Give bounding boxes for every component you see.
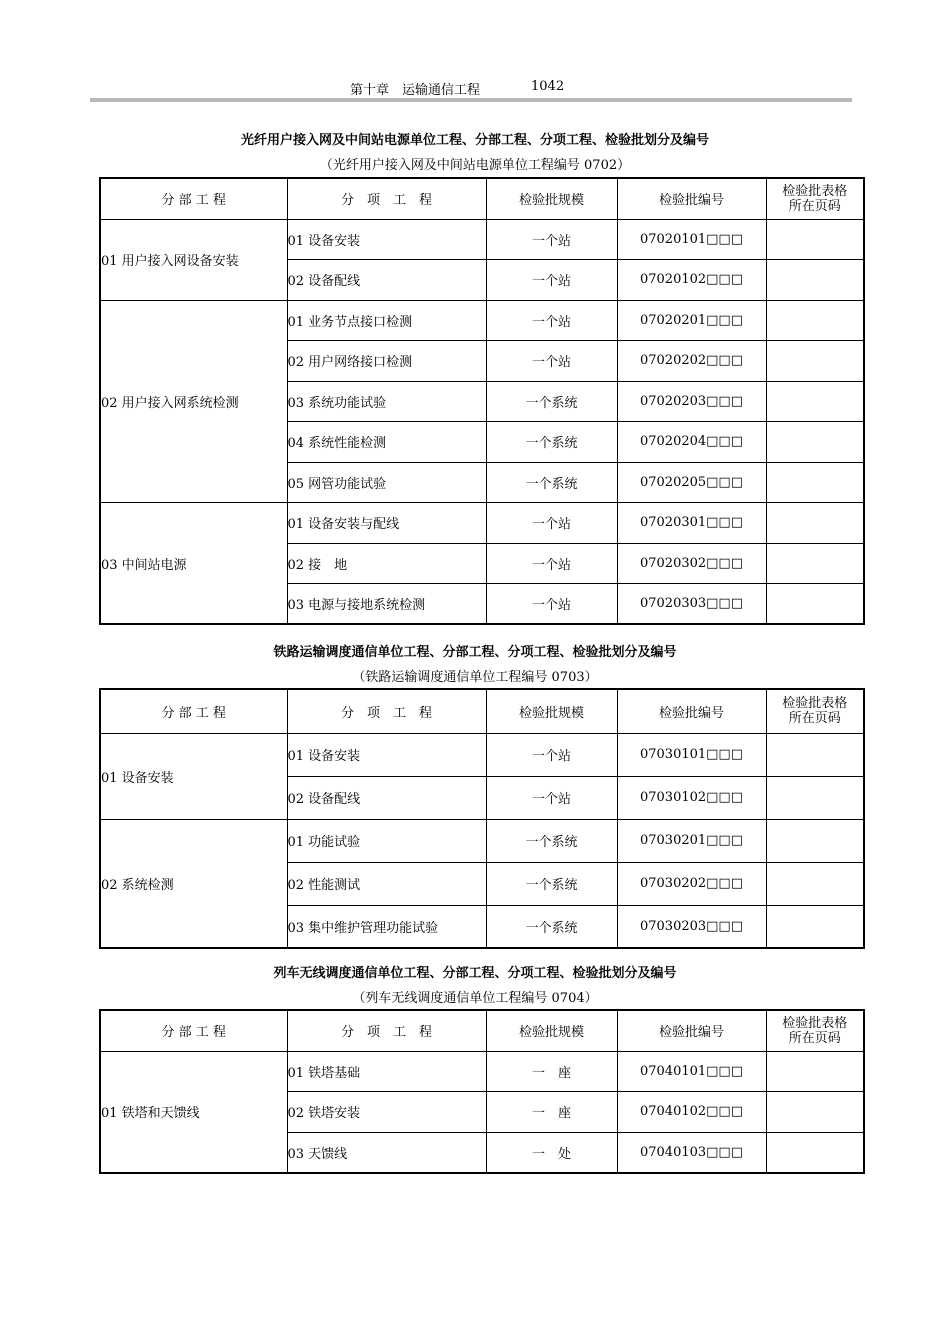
section-subtitle: （列车无线调度通信单位工程编号 0704） — [352, 991, 598, 1006]
batch-scale: 一个系统 — [486, 819, 617, 862]
col-header-division: 分 部 工 程 — [100, 178, 287, 219]
batch-scale: 一个系统 — [486, 381, 617, 422]
division-name: 02 用户接入网系统检测 — [100, 300, 287, 503]
subitem-name: 04 系统性能检测 — [287, 422, 486, 463]
page-ref-cell — [766, 219, 864, 260]
header-row — [100, 178, 864, 219]
batch-code: 07020102□□□ — [617, 260, 766, 301]
batch-scale: 一个系统 — [486, 905, 617, 948]
subitem-name: 03 天馈线 — [287, 1132, 486, 1173]
subitem-name: 03 电源与接地系统检测 — [287, 584, 486, 625]
col-header-code: 检验批编号 — [617, 1010, 766, 1051]
division-name: 01 设备安装 — [100, 733, 287, 819]
subitem-name: 02 铁塔安装 — [287, 1092, 486, 1133]
col-header-page-ref-line1: 检验批表格 — [782, 1015, 848, 1031]
batch-code: 07020201□□□ — [617, 300, 766, 341]
batch-scale: 一个站 — [486, 776, 617, 819]
table-row — [100, 503, 864, 544]
table-row — [100, 1051, 864, 1092]
page-ref-cell — [766, 300, 864, 341]
section-subtitle: （光纤用户接入网及中间站电源单位工程编号 0702） — [319, 158, 631, 173]
subitem-name: 02 性能测试 — [287, 862, 486, 905]
division-name: 01 铁塔和天馈线 — [100, 1051, 287, 1173]
batch-code: 07040103□□□ — [617, 1132, 766, 1173]
subitem-name: 01 设备安装 — [287, 733, 486, 776]
subitem-name: 01 功能试验 — [287, 819, 486, 862]
division-name: 01 用户接入网设备安装 — [100, 219, 287, 300]
subitem-name: 03 集中维护管理功能试验 — [287, 905, 486, 948]
batch-scale: 一个站 — [486, 503, 617, 544]
col-header-code: 检验批编号 — [617, 178, 766, 219]
page-ref-cell — [766, 381, 864, 422]
page-ref-cell — [766, 1092, 864, 1133]
batch-scale: 一个站 — [486, 584, 617, 625]
batch-code: 07020204□□□ — [617, 422, 766, 463]
batch-scale: 一个站 — [486, 260, 617, 301]
running-header — [0, 79, 950, 97]
col-header-page-ref-line1: 检验批表格 — [782, 183, 848, 199]
batch-code: 07020303□□□ — [617, 584, 766, 625]
batch-scale: 一个站 — [486, 341, 617, 382]
col-header-scale: 检验批规模 — [486, 1010, 617, 1051]
batch-code: 07020203□□□ — [617, 381, 766, 422]
batch-scale: 一个系统 — [486, 862, 617, 905]
col-header-page-ref-line1: 检验批表格 — [782, 696, 848, 712]
subitem-name: 02 设备配线 — [287, 260, 486, 301]
table-row — [100, 733, 864, 776]
batch-code: 07030203□□□ — [617, 905, 766, 948]
page-ref-cell — [766, 584, 864, 625]
chapter-title: 第十章 运输通信工程 — [350, 83, 481, 98]
page-number: 1042 — [531, 79, 565, 94]
batch-code: 07030102□□□ — [617, 776, 766, 819]
col-header-division: 分 部 工 程 — [100, 1010, 287, 1051]
col-header-division: 分 部 工 程 — [100, 689, 287, 733]
batch-code: 07020301□□□ — [617, 503, 766, 544]
batch-code: 07030202□□□ — [617, 862, 766, 905]
batch-code: 07020205□□□ — [617, 462, 766, 503]
col-header-page-ref-line2: 所在页码 — [788, 1030, 841, 1046]
page-ref-cell — [766, 341, 864, 382]
page-ref-cell — [766, 260, 864, 301]
col-header-page-ref-line2: 所在页码 — [788, 711, 841, 727]
section-title: 光纤用户接入网及中间站电源单位工程、分部工程、分项工程、检验批划分及编号 — [240, 133, 709, 148]
col-header-scale: 检验批规模 — [486, 689, 617, 733]
subitem-name: 01 设备安装与配线 — [287, 503, 486, 544]
section-title: 列车无线调度通信单位工程、分部工程、分项工程、检验批划分及编号 — [273, 966, 677, 981]
col-header-scale: 检验批规模 — [486, 178, 617, 219]
section-subtitle: （铁路运输调度通信单位工程编号 0703） — [352, 670, 598, 685]
page-ref-cell — [766, 543, 864, 584]
subitem-name: 05 网管功能试验 — [287, 462, 486, 503]
header-row — [100, 1010, 864, 1051]
page-ref-cell — [766, 1051, 864, 1092]
division-table — [99, 688, 865, 949]
page-ref-cell — [766, 819, 864, 862]
batch-scale: 一个系统 — [486, 422, 617, 463]
batch-code: 07030101□□□ — [617, 733, 766, 776]
batch-code: 07020202□□□ — [617, 341, 766, 382]
batch-scale: 一个站 — [486, 300, 617, 341]
batch-scale: 一 座 — [486, 1051, 617, 1092]
col-header-code: 检验批编号 — [617, 689, 766, 733]
page-ref-cell — [766, 776, 864, 819]
subitem-name: 03 系统功能试验 — [287, 381, 486, 422]
header-rule — [90, 98, 852, 102]
batch-code: 07040101□□□ — [617, 1051, 766, 1092]
subitem-name: 02 接 地 — [287, 543, 486, 584]
batch-code: 07020101□□□ — [617, 219, 766, 260]
subitem-name: 01 设备安装 — [287, 219, 486, 260]
table-row — [100, 819, 864, 862]
subitem-name: 02 设备配线 — [287, 776, 486, 819]
batch-scale: 一 座 — [486, 1092, 617, 1133]
subitem-name: 02 用户网络接口检测 — [287, 341, 486, 382]
page-ref-cell — [766, 503, 864, 544]
col-header-page-ref-line2: 所在页码 — [788, 198, 841, 214]
page-ref-cell — [766, 422, 864, 463]
batch-code: 07040102□□□ — [617, 1092, 766, 1133]
col-header-page-ref — [766, 689, 864, 733]
division-name: 03 中间站电源 — [100, 503, 287, 625]
page-ref-cell — [766, 1132, 864, 1173]
section-title: 铁路运输调度通信单位工程、分部工程、分项工程、检验批划分及编号 — [273, 645, 677, 660]
subitem-name: 01 铁塔基础 — [287, 1051, 486, 1092]
col-header-subitem: 分 项 工 程 — [287, 178, 486, 219]
batch-code: 07020302□□□ — [617, 543, 766, 584]
page-ref-cell — [766, 462, 864, 503]
division-table — [99, 1009, 865, 1174]
subitem-name: 01 业务节点接口检测 — [287, 300, 486, 341]
batch-code: 07030201□□□ — [617, 819, 766, 862]
col-header-page-ref — [766, 178, 864, 219]
header-row — [100, 689, 864, 733]
col-header-page-ref — [766, 1010, 864, 1051]
batch-scale: 一 处 — [486, 1132, 617, 1173]
batch-scale: 一个系统 — [486, 462, 617, 503]
page-ref-cell — [766, 733, 864, 776]
batch-scale: 一个站 — [486, 543, 617, 584]
batch-scale: 一个站 — [486, 733, 617, 776]
page-ref-cell — [766, 862, 864, 905]
division-table — [99, 177, 865, 625]
division-name: 02 系统检测 — [100, 819, 287, 948]
table-row — [100, 300, 864, 341]
batch-scale: 一个站 — [486, 219, 617, 260]
col-header-subitem: 分 项 工 程 — [287, 689, 486, 733]
page-ref-cell — [766, 905, 864, 948]
table-row — [100, 219, 864, 260]
col-header-subitem: 分 项 工 程 — [287, 1010, 486, 1051]
